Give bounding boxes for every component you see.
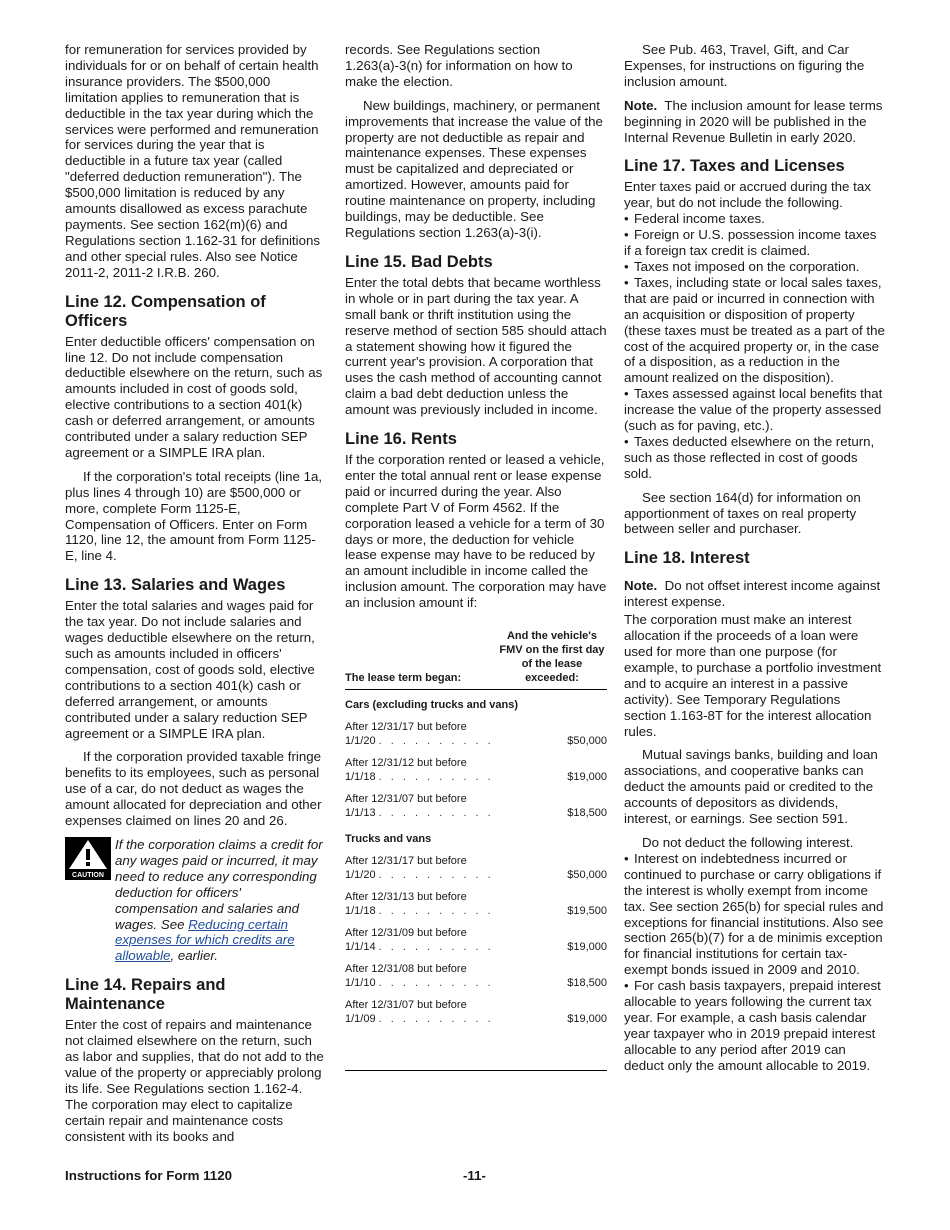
- footer-form-title: Instructions for Form 1120: [65, 1168, 232, 1183]
- list-item: • Taxes not imposed on the corporation.: [624, 259, 886, 275]
- paragraph: Enter the total salaries and wages paid for the tax year. Do not include salaries and wages deductible elsewhere on the return, such as amounts included in officers' compensation, cost of goods sold, elective contributions to a section 401(k) cash or deferred arrangement, or amounts contributed under a salary reduction SEP agreement or a SIMPLE IRA plan.: [65, 598, 315, 741]
- table-row: After 12/31/17 but before 1/1/20 . . . . . . . . . . $50,000: [345, 721, 607, 748]
- caution-box: [65, 837, 324, 964]
- reducing-expenses-link[interactable]: Reducing certain expenses for which credits are allowable: [115, 916, 295, 964]
- caution-icon: [65, 837, 111, 964]
- paragraph: If the corporation rented or leased a vehicle, enter the total annual rent or lease expense paid or incurred during the year. Also complete Part V of Form 4562. If the corporation leased a vehicle for a term of 30 days or more, the deduction for vehicle lease expense may have to be reduced by an amount includible in income called the inclusion amount. The corporation may have an inclusion amount if:: [345, 452, 607, 611]
- paragraph: for remuneration for services provided by individuals for or on behalf of certain health insurance providers. The $500,000 limitation applies to remuneration that is deductible in the tax year during which the services were performed and remuneration for services during the year that is deductible in a future tax year (called "deferred deduction remuneration"). The $500,000 limitation is reduced by any amounts disallowed as excess parachute payments. See section 162(m)(6) and Regulations section 1.162-31 for definitions and other special rules. Also see Notice 2011-2, 2011-2 I.R.B. 260.: [65, 42, 321, 280]
- paragraph: See section 164(d) for information on apportionment of taxes on real property between seller and purchaser.: [624, 489, 861, 537]
- paragraph: If the corporation provided taxable fringe benefits to its employees, such as personal use of a car, do not deduct as wages the amount allocated for depreciation and other expenses claimed on lines 20 and 26.: [65, 749, 322, 829]
- paragraph: Do not deduct the following interest.: [642, 834, 854, 850]
- paragraph: Enter the cost of repairs and maintenance not claimed elsewhere on the return, such as labor and supplies, that do not add to the value of the property or appreciably prolong its life. See Regulations section 1.162-4. The corporation may elect to capitalize certain repair and maintenance costs consistent with its books and: [65, 1017, 324, 1144]
- table-row: After 12/31/07 but before 1/1/09 . . . . . . . . . . $19,000: [345, 999, 607, 1026]
- taxes-exclusion-list: [624, 211, 886, 481]
- table-category: Cars (excluding trucks and vans): [345, 699, 518, 712]
- paragraph: records. See Regulations section 1.263(a)-3(n) for information on how to make the election.: [345, 42, 573, 89]
- list-item: • Taxes assessed against local benefits that increase the value of the property assessed (such as for paving, etc.).: [624, 386, 886, 434]
- table-category: Trucks and vans: [345, 833, 432, 846]
- list-item: • Federal income taxes.: [624, 211, 886, 227]
- table-row: After 12/31/12 but before 1/1/18 . . . . . . . . . . $19,000: [345, 757, 607, 784]
- column-2: [345, 42, 607, 1071]
- list-item: • Taxes deducted elsewhere on the return, such as those reflected in cost of goods sold.: [624, 434, 886, 482]
- interest-exclusion-list: [624, 851, 886, 1074]
- paragraph: Enter deductible officers' compensation on line 12. Do not include compensation deductible elsewhere on the return, such as amounts included in cost of goods sold, elective contributions to a section 401(k) cash or deferred arrangement, or amounts contributed under a salary reduction SEP agreement or a SIMPLE IRA plan.: [65, 333, 323, 460]
- list-item: • Taxes, including state or local sales taxes, that are paid or incurred in connection with an acquisition or disposition of property (these taxes must be treated as a part of the cost of the acquired property or, in the case of a disposition, as a reduction in the amount realized on the disposition).: [624, 275, 886, 386]
- list-item: • Foreign or U.S. possession income taxes if a foreign tax credit is claimed.: [624, 227, 886, 259]
- table-row: After 12/31/07 but before 1/1/13 . . . . . . . . . . $18,500: [345, 793, 607, 820]
- table-row: After 12/31/17 but before 1/1/20 . . . . . . . . . . $50,000: [345, 855, 607, 882]
- table-row: After 12/31/08 but before 1/1/10 . . . . . . . . . . $18,500: [345, 963, 607, 990]
- column-3: [624, 42, 886, 1074]
- table-header-fmv: And the vehicle's FMV on the first day of the lease exceeded:: [499, 630, 605, 685]
- note: Note. Do not offset interest income against interest expense.: [624, 578, 881, 610]
- table-header-lease-term: The lease term began:: [345, 672, 462, 685]
- lease-inclusion-table: [345, 629, 607, 1030]
- page-number: -11-: [463, 1168, 486, 1183]
- paragraph: Enter the total debts that became worthless in whole or in part during the tax year. A small bank or thrift institution using the reserve method of section 585 should attach a statement showing how it figured the current year's provision. A corporation that uses the cash method of accounting cannot claim a bad debt deduction unless the amount was previously included in income.: [345, 274, 607, 418]
- paragraph: New buildings, machinery, or permanent improvements that increase the value of the property are not deductible as repair and maintenance expenses. These expenses must be capitalized and depreciated or amortized. However, amounts paid for routine maintenance on property, including buildings, may be deductible. See Regulations section 1.263(a)-3(i).: [345, 97, 603, 240]
- heading-line-13: Line 13. Salaries and Wages: [65, 576, 286, 595]
- table-row: After 12/31/13 but before 1/1/18 . . . . . . . . . . $19,500: [345, 891, 607, 918]
- table-bottom-rule: [345, 1070, 607, 1071]
- paragraph: Enter taxes paid or accrued during the tax year, but do not include the following.: [624, 179, 871, 211]
- note: Note. The inclusion amount for lease terms beginning in 2020 will be published in the Internal Revenue Bulletin in early 2020.: [624, 97, 883, 145]
- list-item: • For cash basis taxpayers, prepaid interest allocable to years following the current tax year. For example, a cash basis calendar year taxpayer who in 2019 prepaid interest allocable to any period after 2019 can deduct only the amount allocable to 2019.: [624, 978, 886, 1073]
- paragraph: The corporation must make an interest allocation if the proceeds of a loan were used for more than one purpose (for example, to purchase a portfolio investment and to acquire an interest in a passive activity). See Temporary Regulations section 1.163-8T for the interest allocation rules.: [624, 612, 882, 739]
- list-item: • Interest on indebtedness incurred or continued to purchase or carry obligations if the interest is wholly exempt from income tax. See section 265(b) for special rules and exceptions for financial institutions. Also see section 265(b)(7) for a de minimis exception for financial institutions for certain tax-exempt bonds issued in 2009 and 2010.: [624, 851, 886, 978]
- heading-line-12: Line 12. Compensation of Officers: [65, 292, 266, 330]
- heading-line-17: Line 17. Taxes and Licenses: [624, 157, 845, 176]
- table-row: After 12/31/09 but before 1/1/14 . . . . . . . . . . $19,000: [345, 927, 607, 954]
- caution-label: CAUTION: [65, 871, 111, 880]
- warning-triangle-icon: [65, 837, 111, 871]
- heading-line-15: Line 15. Bad Debts: [345, 252, 493, 271]
- caution-text: If the corporation claims a credit for any wages paid or incurred, it may need to reduce any corresponding deduction for officers' compensation and salaries and wages. See Reducing certain expenses for which credits are allowable, earlier.: [115, 836, 323, 964]
- paragraph: Mutual savings banks, building and loan associations, and cooperative banks can deduct the amounts paid or credited to the accounts of depositors as dividends, interest, or earnings. See section 591.: [624, 747, 878, 827]
- heading-line-18: Line 18. Interest: [624, 549, 750, 568]
- paragraph: See Pub. 463, Travel, Gift, and Car Expenses, for instructions on figuring the inclusion amount.: [624, 42, 865, 89]
- column-1: [65, 42, 324, 1152]
- paragraph: If the corporation's total receipts (line 1a, plus lines 4 through 10) are $500,000 or more, complete Form 1125-E, Compensation of Officers. Enter on Form 1120, line 12, the amount from Form 1125-E, line 4.: [65, 468, 323, 564]
- heading-line-16: Line 16. Rents: [345, 430, 457, 449]
- heading-line-14: Line 14. Repairs and Maintenance: [65, 976, 226, 1014]
